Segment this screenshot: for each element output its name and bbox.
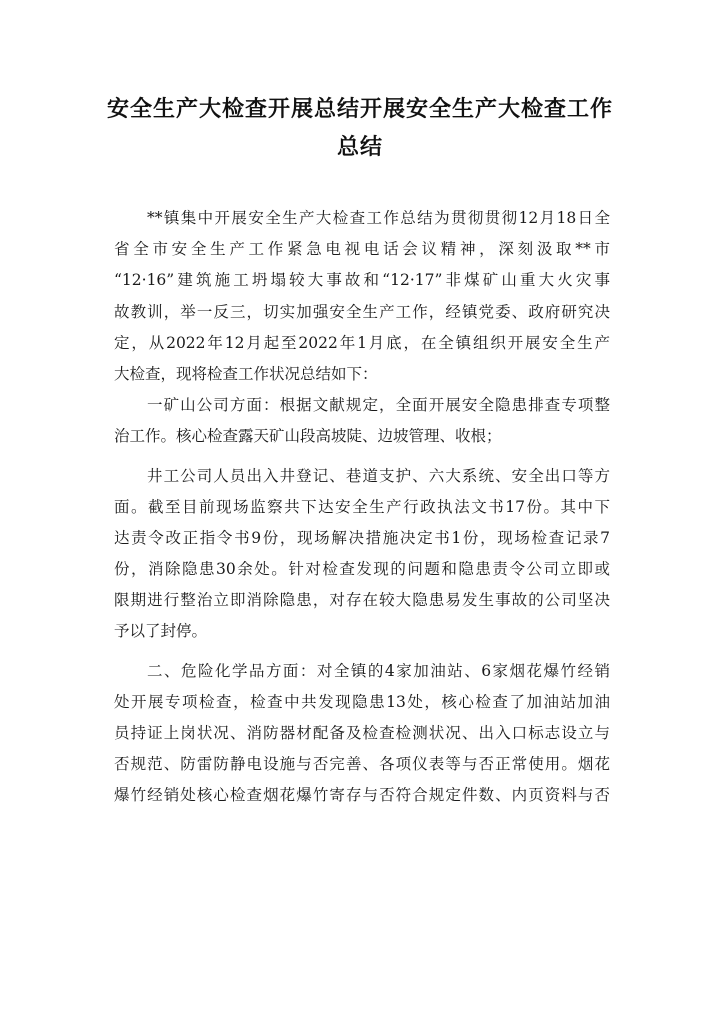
paragraph-line: 限期进行整治立即消除隐患，对存在较大隐患易发生事故的公司坚决	[114, 591, 610, 610]
paragraph-line: 处开展专项检查，检查中共发现隐患13处，核心检查了加油站加油	[114, 692, 610, 711]
paragraph-line: 一矿山公司方面：根据文献规定，全面开展安全隐患排查专项整	[147, 396, 610, 415]
document-title-line-1: 安全生产大检查开展总结开展安全生产大检查工作	[106, 96, 613, 122]
paragraph-line: 定，从2022年12月起至2022年1月底，在全镇组织开展安全生产	[114, 333, 610, 352]
paragraph-line: 二、危险化学品方面：对全镇的4家加油站、6家烟花爆竹经销	[147, 661, 610, 680]
document-body	[114, 203, 610, 812]
paragraph-line: 面。截至目前现场监察共下达安全生产行政执法文书17份。其中下	[114, 497, 610, 516]
paragraph-gap	[114, 648, 610, 656]
paragraph-line: 份，消除隐患30余处。针对检查发现的问题和隐患责令公司立即或	[114, 560, 610, 579]
paragraph-line: 井工公司人员出入井登记、巷道支护、六大系统、安全出口等方	[147, 466, 610, 485]
paragraph-line: “12·16”建筑施工坍塌较大事故和“12·17”非煤矿山重大火灾事	[114, 271, 610, 290]
paragraph-line: 治工作。核心检查露天矿山段高坡陡、边坡管理、收根；	[114, 427, 502, 446]
paragraph-gap	[114, 453, 610, 461]
paragraph-line: 爆竹经销处核心检查烟花爆竹寄存与否符合规定件数、内页资料与否	[114, 786, 610, 805]
paragraph-line: 故教训，举一反三，切实加强安全生产工作，经镇党委、政府研究决	[114, 302, 610, 321]
document-title-line-2: 总结	[336, 134, 383, 160]
paragraph-line: **镇集中开展安全生产大检查工作总结为贯彻贯彻12月18日全	[147, 209, 610, 227]
paragraph-line: 否规范、防雷防静电设施与否完善、各项仪表等与否正常使用。烟花	[114, 755, 610, 774]
paragraph-line: 员持证上岗状况、消防器材配备及检查检测状况、出入口标志设立与	[114, 724, 610, 742]
paragraph-line: 大检查，现将检查工作状况总结如下：	[114, 364, 378, 383]
paragraph-line: 省全市安全生产工作紧急电视电话会议精神，深刻汲取**市	[114, 240, 610, 259]
paragraph-line: 予以了封停。	[114, 622, 208, 641]
paragraph-line: 达责令改正指令书9份，现场解决措施决定书1份，现场检查记录7	[114, 528, 610, 547]
